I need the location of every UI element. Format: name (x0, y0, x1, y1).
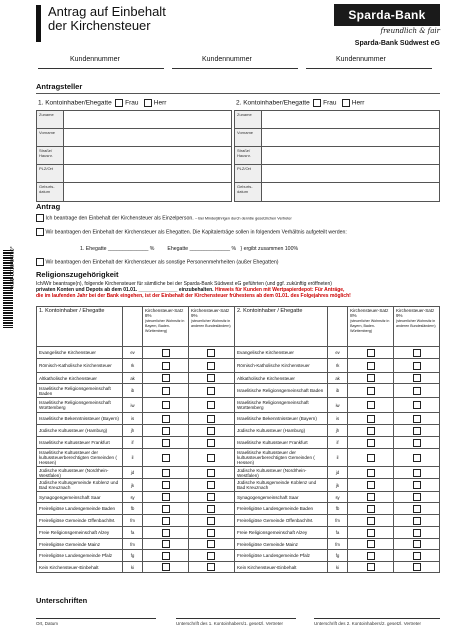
checkbox[interactable] (413, 469, 421, 477)
table-row (37, 425, 440, 437)
checkbox[interactable] (207, 540, 215, 548)
religion-label: Freireligiöse Gemeinde Mainz (234, 539, 327, 550)
religion-code: jd (328, 467, 348, 479)
checkbox[interactable] (367, 427, 375, 435)
kst9-checkbox-right[interactable] (394, 384, 440, 398)
religion-code: il (328, 449, 348, 467)
logo-tagline: freundlich & fair (380, 27, 440, 35)
kst8-checkbox-left[interactable] (143, 437, 189, 449)
kst8-checkbox-right[interactable] (348, 347, 394, 359)
kst8-checkbox-right[interactable] (348, 492, 394, 503)
checkbox[interactable] (162, 481, 170, 489)
checkbox[interactable] (413, 563, 421, 571)
religion-code: ki (328, 562, 348, 573)
kst9-checkbox-right[interactable] (394, 467, 440, 479)
vorname-field-1[interactable] (64, 129, 232, 147)
kst8-checkbox-right[interactable] (348, 437, 394, 449)
herr-checkbox-1[interactable] (144, 99, 152, 107)
kst9-checkbox-right[interactable] (394, 562, 440, 573)
kst9-checkbox-left[interactable] (189, 449, 235, 467)
antrag-option-ehegatten: Wir beantragen den Einbehalt der Kirchensteuer als Ehegatten. Die Kapitalerträge sollen in folgendem Verhältnis aufgeteilt werden: (36, 228, 440, 236)
checkbox[interactable] (207, 415, 215, 423)
plz-ort-field-1[interactable] (64, 165, 232, 183)
kst9-checkbox-right[interactable] (394, 437, 440, 449)
vorname-field-2[interactable] (262, 129, 440, 147)
kst8-checkbox-right[interactable] (348, 359, 394, 373)
kst9-checkbox-right[interactable] (394, 479, 440, 492)
checkbox[interactable] (413, 493, 421, 501)
religion-code: ki (123, 562, 143, 573)
religion-label: Jüdische Kultussteuer (Hamburg) (234, 425, 327, 437)
kst8-checkbox-left[interactable] (143, 492, 189, 503)
kst8-checkbox-right[interactable] (348, 384, 394, 398)
checkbox[interactable] (413, 415, 421, 423)
checkbox[interactable] (207, 481, 215, 489)
religion-label: Freie Religionsgemeinschaft Alzey (37, 527, 123, 539)
religion-code: if (328, 437, 348, 449)
frau-checkbox-1[interactable] (115, 99, 123, 107)
checkbox[interactable] (413, 517, 421, 525)
checkbox[interactable] (162, 427, 170, 435)
kontoinhaber-1-header: 1. Kontoinhaber/Ehegatte Frau Herr (38, 99, 167, 107)
kst9-checkbox-left[interactable] (189, 479, 235, 492)
kundennummer-field-3[interactable] (306, 68, 432, 69)
checkbox[interactable] (162, 540, 170, 548)
checkbox[interactable] (162, 505, 170, 513)
checkbox[interactable] (413, 529, 421, 537)
branch-name: Sparda-Bank Südwest eG (354, 40, 440, 47)
religion-code: ev (123, 347, 143, 359)
header-8-left: Kirchensteuer-Satz 8% (145, 308, 184, 318)
kst9-checkbox-left[interactable] (189, 425, 235, 437)
religion-code: rk (328, 359, 348, 373)
checkbox[interactable] (207, 529, 215, 537)
religion-code: il (123, 449, 143, 467)
kst9-checkbox-right[interactable] (394, 398, 440, 413)
kst8-checkbox-right[interactable] (348, 425, 394, 437)
kst9-checkbox-left[interactable] (189, 347, 235, 359)
kst9-checkbox-right[interactable] (394, 503, 440, 515)
table-row (37, 413, 440, 425)
ort-datum-field[interactable] (36, 618, 156, 619)
table-row (37, 384, 440, 398)
religion-label: Römisch-Katholische Kirchensteuer (37, 359, 123, 373)
title-accent-bar (36, 5, 41, 42)
signature-1-label: Unterschrift des 1. Kontoinhabers/1. gesetzl. Vertreter (176, 621, 284, 626)
checkbox[interactable] (207, 505, 215, 513)
antrag-option-einzel: Ich beantrage den Einbehalt der Kirchensteuer als Einzelperson. – Bei Minderjährigen durch den/die gesetzlichen Vertreter (36, 214, 440, 222)
religion-code: jk (328, 479, 348, 492)
checkbox[interactable] (413, 362, 421, 370)
checkbox[interactable] (413, 387, 421, 395)
religion-label: Kein Kirchensteuer-Einbehalt (234, 562, 327, 573)
checkbox[interactable] (413, 454, 421, 462)
kst9-checkbox-right[interactable] (394, 425, 440, 437)
religion-label: Synagogengemeinschaft Saar (234, 492, 327, 503)
religion-code: rk (123, 359, 143, 373)
kst8-checkbox-right[interactable] (348, 539, 394, 550)
kst8-checkbox-left[interactable] (143, 467, 189, 479)
antrag-option-personenmehrheit: Wir beantragen den Einbehalt der Kirchensteuer als sonstige Personenmehrheiten (außer Ehegatten) (36, 258, 440, 266)
religion-code: ev (328, 347, 348, 359)
religion-label: Jüdische Kultussteuer (Nordrhein-Westfalen) (234, 467, 327, 479)
kst9-checkbox-right[interactable] (394, 359, 440, 373)
checkbox[interactable] (413, 540, 421, 548)
checkbox[interactable] (207, 517, 215, 525)
religion-code: ak (123, 373, 143, 384)
table-row (37, 398, 440, 413)
checkbox[interactable] (207, 552, 215, 560)
checkbox[interactable] (162, 563, 170, 571)
checkbox[interactable] (367, 481, 375, 489)
religion-code: fm (123, 515, 143, 527)
checkbox[interactable] (367, 401, 375, 409)
religion-label: Synagogengemeinschaft Saar (37, 492, 123, 503)
table-left-title: 1. Kontoinhaber / Ehegatte (37, 307, 123, 347)
religion-label: Freireligiöse Gemeinde Offenbach/M. (37, 515, 123, 527)
religion-code: jh (123, 425, 143, 437)
checkbox[interactable] (162, 362, 170, 370)
checkbox[interactable] (162, 552, 170, 560)
checkbox[interactable] (207, 374, 215, 382)
religion-label: Israelitische Religionsgemeinschaft Württemberg (37, 398, 123, 413)
checkbox[interactable] (367, 552, 375, 560)
table-row (37, 449, 440, 467)
kst8-checkbox-right[interactable] (348, 527, 394, 539)
checkbox[interactable] (367, 439, 375, 447)
frau-checkbox-2[interactable] (313, 99, 321, 107)
kst9-checkbox-left[interactable] (189, 384, 235, 398)
religion-label: Israelitische Religionsgemeinschaft Baden (234, 384, 327, 398)
table-row (37, 373, 440, 384)
table-row (37, 359, 440, 373)
checkbox[interactable] (162, 415, 170, 423)
kst9-checkbox-right[interactable] (394, 347, 440, 359)
checkbox[interactable] (367, 529, 375, 537)
religion-label: Jüdische Kultussteuer (Hamburg) (37, 425, 123, 437)
religion-label: Altkatholische Kirchensteuer (37, 373, 123, 384)
kst8-checkbox-left[interactable] (143, 384, 189, 398)
kst8-checkbox-left[interactable] (143, 398, 189, 413)
barcode-number: *K31-0010-04/10* (10, 246, 16, 290)
kontoinhaber-2-header: 2. Kontoinhaber/Ehegatte Frau Herr (236, 99, 365, 107)
kst8-checkbox-right[interactable] (348, 562, 394, 573)
religion-label: Jüdische Kultusgemeinde Koblenz und Bad Kreuznach (37, 479, 123, 492)
checkbox[interactable] (413, 439, 421, 447)
religion-label: Freireligiöse Landesgemeinde Baden (234, 503, 327, 515)
kundennummer-label-1: Kundennummer (70, 56, 120, 63)
ehegatten-ratio[interactable]: 1. Ehegatte ______________ % Ehegatte ______________ % } ergibt zusammen 100% (80, 246, 299, 252)
religion-code: jh (328, 425, 348, 437)
kst9-checkbox-left[interactable] (189, 492, 235, 503)
table-row (37, 550, 440, 562)
religion-code: iw (328, 398, 348, 413)
checkbox[interactable] (207, 349, 215, 357)
page-title: Antrag auf Einbehalt der Kirchensteuer (48, 4, 166, 33)
kst9-checkbox-right[interactable] (394, 527, 440, 539)
kst8-checkbox-right[interactable] (348, 467, 394, 479)
table-row (37, 539, 440, 550)
religion-label: Altkatholische Kirchensteuer (234, 373, 327, 384)
kst9-checkbox-right[interactable] (394, 449, 440, 467)
table-row (37, 347, 440, 359)
kst9-checkbox-left[interactable] (189, 437, 235, 449)
kundennummer-label-3: Kundennummer (336, 56, 386, 63)
religion-code: is (123, 413, 143, 425)
checkbox[interactable] (207, 401, 215, 409)
kst9-checkbox-right[interactable] (394, 550, 440, 562)
religion-code: ib (328, 384, 348, 398)
religion-label: Israelitische Kultussteuer Frankfurt (37, 437, 123, 449)
kst8-checkbox-left[interactable] (143, 359, 189, 373)
kst8-checkbox-left[interactable] (143, 449, 189, 467)
checkbox[interactable] (162, 439, 170, 447)
checkbox[interactable] (413, 349, 421, 357)
kst8-checkbox-left[interactable] (143, 527, 189, 539)
antrag-heading: Antrag (36, 202, 61, 211)
kst8-checkbox-left[interactable] (143, 503, 189, 515)
checkbox[interactable] (413, 427, 421, 435)
table-row (37, 479, 440, 492)
religion-label: Israelitische Bekenntnissteuer (Bayern) (234, 413, 327, 425)
einzelperson-checkbox[interactable] (36, 214, 44, 222)
religion-code: fm (123, 539, 143, 550)
checkbox[interactable] (207, 493, 215, 501)
kst8-checkbox-right[interactable] (348, 373, 394, 384)
religion-code: fm (328, 539, 348, 550)
zuname-field-1[interactable] (64, 111, 232, 129)
religion-label: Kein Kirchensteuer-Einbehalt (37, 562, 123, 573)
checkbox[interactable] (207, 427, 215, 435)
ehegatten-checkbox[interactable] (36, 228, 44, 236)
religion-code: fb (328, 503, 348, 515)
table-row (37, 527, 440, 539)
religion-label: Freireligiöse Gemeinde Mainz (37, 539, 123, 550)
religion-label: Römisch-Katholische Kirchensteuer (234, 359, 327, 373)
checkbox[interactable] (162, 349, 170, 357)
kst8-checkbox-left[interactable] (143, 425, 189, 437)
religion-code: fa (328, 527, 348, 539)
kst8-checkbox-right[interactable] (348, 550, 394, 562)
kst8-checkbox-right[interactable] (348, 413, 394, 425)
religion-label: Israelitische Bekenntnissteuer (Bayern) (37, 413, 123, 425)
kst9-checkbox-left[interactable] (189, 503, 235, 515)
kst8-checkbox-left[interactable] (143, 413, 189, 425)
checkbox[interactable] (207, 563, 215, 571)
kst9-checkbox-left[interactable] (189, 398, 235, 413)
religion-code: jd (123, 467, 143, 479)
personenmehrheit-checkbox[interactable] (36, 258, 44, 266)
zuname-field-2[interactable] (262, 111, 440, 129)
geburtsdatum-field-2[interactable] (262, 183, 440, 202)
checkbox[interactable] (413, 552, 421, 560)
checkbox[interactable] (367, 349, 375, 357)
kundennummer-field-1[interactable] (38, 68, 164, 69)
religion-label: Jüdische Kultusgemeinde Koblenz und Bad Kreuznach (234, 479, 327, 492)
checkbox[interactable] (162, 517, 170, 525)
religion-label: Freireligiöse Landesgemeinde Pfalz (37, 550, 123, 562)
kst8-checkbox-right[interactable] (348, 398, 394, 413)
kst8-checkbox-left[interactable] (143, 562, 189, 573)
kst9-checkbox-right[interactable] (394, 515, 440, 527)
kst9-checkbox-right[interactable] (394, 413, 440, 425)
religion-code: fg (328, 550, 348, 562)
checkbox[interactable] (162, 454, 170, 462)
checkbox[interactable] (367, 517, 375, 525)
checkbox[interactable] (413, 401, 421, 409)
kst8-checkbox-left[interactable] (143, 539, 189, 550)
kst9-checkbox-left[interactable] (189, 539, 235, 550)
signature-2-label: Unterschrift des 2. Kontoinhabers/2. gesetzl. Vertreter (314, 621, 422, 626)
religion-label: Israelitische Kultussteuer der kultussteuerberechtigten Gemeinden ( Hessen) (37, 449, 123, 467)
header-9-right: Kirchensteuer-Satz 9% (396, 308, 435, 318)
kst9-checkbox-left[interactable] (189, 413, 235, 425)
religion-code: iw (123, 398, 143, 413)
antragsteller-heading: Antragsteller (36, 82, 83, 91)
religion-label: Israelitische Kultussteuer Frankfurt (234, 437, 327, 449)
religion-label: Israelitische Religionsgemeinschaft Württemberg (234, 398, 327, 413)
checkbox[interactable] (413, 374, 421, 382)
kst8-checkbox-left[interactable] (143, 347, 189, 359)
kst8-checkbox-left[interactable] (143, 550, 189, 562)
checkbox[interactable] (367, 505, 375, 513)
checkbox[interactable] (162, 401, 170, 409)
religion-code: if (123, 437, 143, 449)
checkbox[interactable] (367, 469, 375, 477)
table-right-title: 2. Kontoinhaber / Ehegatte (234, 307, 327, 347)
checkbox[interactable] (367, 563, 375, 571)
checkbox[interactable] (413, 481, 421, 489)
table-row (37, 437, 440, 449)
checkbox[interactable] (162, 469, 170, 477)
signature-1-field[interactable] (176, 618, 296, 619)
checkbox[interactable] (367, 493, 375, 501)
religion-code: fg (123, 550, 143, 562)
table-row (37, 503, 440, 515)
religion-code: ak (328, 373, 348, 384)
checkbox[interactable] (367, 362, 375, 370)
kst8-checkbox-right[interactable] (348, 515, 394, 527)
religion-label: Israelitische Religionsgemeinschaft Baden (37, 384, 123, 398)
checkbox[interactable] (207, 387, 215, 395)
strasse-field-1[interactable] (64, 147, 232, 165)
checkbox[interactable] (162, 529, 170, 537)
checkbox[interactable] (162, 374, 170, 382)
religion-text: Ich/Wir beantrage(n), folgende Kirchensteuer für sämtliche bei der Sparda-Bank Südwest eG geführten (und ggf. zukünftig eröffneten) privaten Konten und Depots ab dem 01.01. ______________ einzubehalten. Hinweis für Kunden mit Wertpapierdepot: Für Anträge, die im laufenden Jahr bei der Bank eingehen, ist der Einbehalt der Kirchensteuer frühestens ab dem 01.01. des Folgejahres möglich! (36, 281, 351, 299)
strasse-field-2[interactable] (262, 147, 440, 165)
herr-checkbox-2[interactable] (342, 99, 350, 107)
header-8-right: Kirchensteuer-Satz 8% (350, 308, 389, 318)
religion-label: Freie Religionsgemeinschaft Alzey (234, 527, 327, 539)
checkbox[interactable] (207, 469, 215, 477)
religion-label: Jüdische Kultussteuer (Nordrhein-Westfalen) (37, 467, 123, 479)
plz-ort-field-2[interactable] (262, 165, 440, 183)
kst9-checkbox-left[interactable] (189, 359, 235, 373)
religion-code: fb (123, 503, 143, 515)
religion-label: Evangelische Kirchensteuer (234, 347, 327, 359)
unterschriften-heading: Unterschriften (36, 596, 88, 605)
kst9-checkbox-left[interactable] (189, 467, 235, 479)
religion-label: Israelitische Kultussteuer der kultussteuerberechtigten Gemeinden ( Hessen) (234, 449, 327, 467)
kst8-checkbox-right[interactable] (348, 479, 394, 492)
religion-code: fa (123, 527, 143, 539)
table-row (37, 562, 440, 573)
religion-code: is (328, 413, 348, 425)
ort-datum-label: Ort, Datum (36, 621, 59, 626)
checkbox[interactable] (367, 415, 375, 423)
religion-label: Freireligiöse Landesgemeinde Pfalz (234, 550, 327, 562)
kst9-checkbox-right[interactable] (394, 492, 440, 503)
kundennummer-field-2[interactable] (172, 68, 298, 69)
kst9-checkbox-left[interactable] (189, 373, 235, 384)
religion-heading: Religionszugehörigkeit (36, 270, 119, 279)
kst9-checkbox-right[interactable] (394, 539, 440, 550)
religion-code: sy (123, 492, 143, 503)
kst9-checkbox-left[interactable] (189, 550, 235, 562)
religion-code: jk (123, 479, 143, 492)
kst8-checkbox-left[interactable] (143, 479, 189, 492)
kst8-checkbox-left[interactable] (143, 373, 189, 384)
kst8-checkbox-left[interactable] (143, 515, 189, 527)
checkbox[interactable] (367, 387, 375, 395)
checkbox[interactable] (367, 454, 375, 462)
religion-label: Evangelische Kirchensteuer (37, 347, 123, 359)
checkbox[interactable] (207, 439, 215, 447)
kst9-checkbox-left[interactable] (189, 562, 235, 573)
header-9-left: Kirchensteuer-Satz 9% (191, 308, 230, 318)
table-row (37, 492, 440, 503)
religion-code: fm (328, 515, 348, 527)
kst9-checkbox-left[interactable] (189, 527, 235, 539)
checkbox[interactable] (162, 387, 170, 395)
religion-code: ib (123, 384, 143, 398)
geburtsdatum-field-1[interactable] (64, 183, 232, 202)
signature-2-field[interactable] (314, 618, 440, 619)
religion-code: sy (328, 492, 348, 503)
kst8-checkbox-right[interactable] (348, 449, 394, 467)
checkbox[interactable] (367, 540, 375, 548)
checkbox[interactable] (367, 374, 375, 382)
checkbox[interactable] (162, 493, 170, 501)
checkbox[interactable] (207, 454, 215, 462)
checkbox[interactable] (413, 505, 421, 513)
table-row (37, 467, 440, 479)
religion-table: 1. Kontoinhaber / Ehegatte Kirchensteuer-Satz 8% (steuerlicher Wohnsitz in Bayern, Baden-Württemberg) Kirchensteuer-Satz 9% (steuerlicher Wohnsitz in anderen Bundesländern) 2. Kontoinhaber / Ehegatte Kirchensteuer-Satz 8% (steuerlicher Wohnsitz in Bayern, Baden-Württemberg) Kirchensteuer-Satz 9% (steuerlicher Wohnsitz in anderen Bundesländern) Evangelische Kirchensteuer ev Evangelische Kirchensteuer ev Römisch-Katholische Kirchensteuer rk Römisch-Katholische Kirchensteuer rk Altkatholische Kirchensteuer ak Altkatholische Kirchensteuer ak Israelitische Religionsgemeinschaft Baden ib Israelitische Religionsgemeinschaft Baden ib Israelitische Religionsgemeinschaft Württemberg iw Israelitische Religionsgemeinschaft Württemberg iw Israelitische Bekenntnissteuer (Bayern) is Israelitische Bekenntnissteuer (Bayern) is Jüdische Kultussteuer (Hamburg) jh Jüdische Kultussteuer (Hamburg) jh Israelitische Kultussteuer Frankfurt if Israelitische Kultussteuer Frankfurt if Israelitische Kultussteuer der kultussteuerberechtigten Gemeinden ( Hessen) il Israelitische Kultussteuer der kultussteuerberechtigten Gemeinden ( Hessen) il Jüdische Kultussteuer (Nordrhein-Westfalen) jd Jüdische Kultussteuer (Nordrhein-Westfalen) jd Jüdische Kultusgemeinde Koblenz und Bad Kreuznach jk Jüdische Kultusgemeinde Koblenz und Bad Kreuznach jk Synagogengemeinschaft Saar sy Synagogengemeinschaft Saar sy Freireligiöse Landesgemeinde Baden fb Freireligiöse Landesgemeinde Baden fb Freireligiöse Gemeinde Offenbach/M. fm Freireligiöse Gemeinde Offenbach/M. fm Freie Religionsgemeinschaft Alzey fa Freie Religionsgemeinschaft Alzey fa Freireligiöse Gemeinde Mainz fm Freireligiöse Gemeinde Mainz fm Freireligiöse Landesgemeinde Pfalz fg Freireligiöse Landesgemeinde Pfalz fg Kein Kirchensteuer-Einbehalt ki Kein Kirchensteuer-Einbehalt ki (36, 306, 440, 573)
kst9-checkbox-left[interactable] (189, 515, 235, 527)
kundennummer-label-2: Kundennummer (202, 56, 252, 63)
kontoinhaber-2-fields: Zuname Vorname Straße/ Hausnr. PLZ/Ort Geburts- datum (234, 110, 440, 202)
kst9-checkbox-right[interactable] (394, 373, 440, 384)
kontoinhaber-1-fields: Zuname Vorname Straße/ Hausnr. PLZ/Ort Geburts- datum (36, 110, 232, 202)
religion-label: Freireligiöse Landesgemeinde Baden (37, 503, 123, 515)
table-row (37, 515, 440, 527)
kst8-checkbox-right[interactable] (348, 503, 394, 515)
checkbox[interactable] (207, 362, 215, 370)
bank-logo: Sparda-Bank (334, 4, 440, 26)
religion-label: Freireligiöse Gemeinde Offenbach/M. (234, 515, 327, 527)
